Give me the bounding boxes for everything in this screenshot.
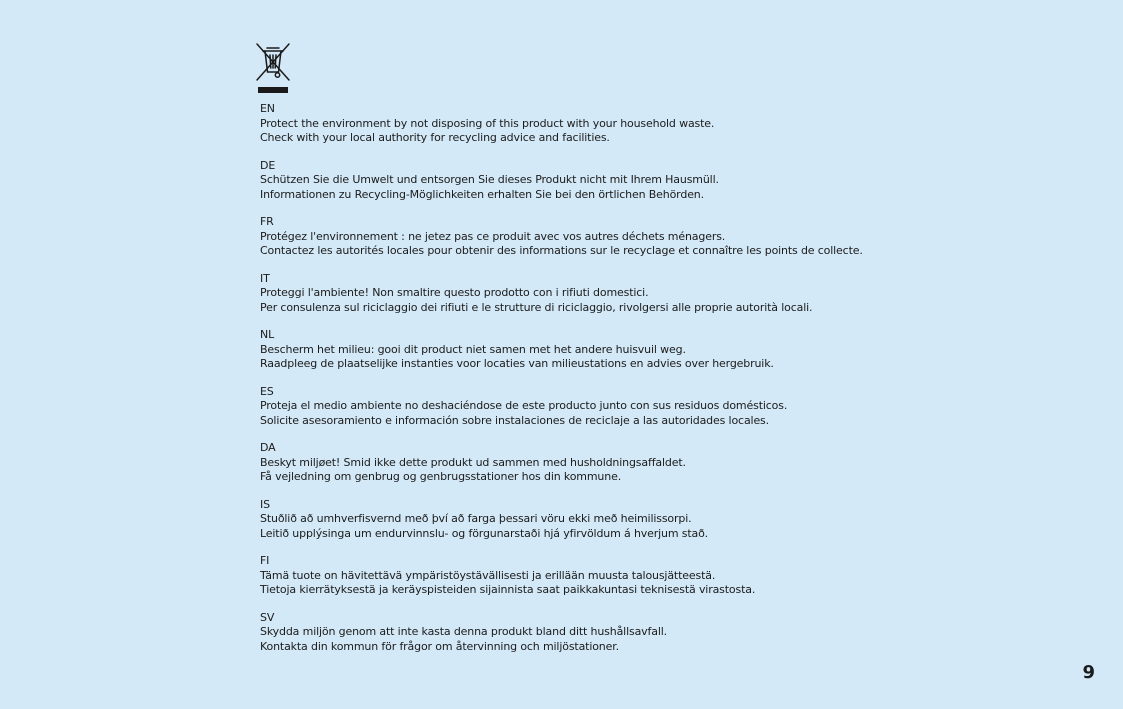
language-section [260,328,1060,372]
instruction-line: Leitið upplýsinga um endurvinnslu- og förgunarstaði hjá yfirvöldum á hverjum stað. [260,526,709,540]
language-section [260,441,1060,485]
instruction-line: Beskyt miljøet! Smid ikke dette produkt ud sammen med husholdningsaffaldet. [260,455,686,469]
language-section [260,102,1060,146]
page-number: 9 [1082,662,1095,683]
crossed-out-wheelie-bin-icon [255,42,291,96]
language-code: FR [260,215,274,228]
instruction-line: Proteggi l'ambiente! Non smaltire questo prodotto con i rifiuti domestici. [260,286,649,299]
language-section [260,498,1060,542]
instruction-line: Protect the environment by not disposing of this product with your household waste. [260,116,715,130]
instruction-line: Per consulenza sul riciclaggio dei rifiuti e le strutture di riciclaggio, rivolgersi alle proprie autorità locali. [260,300,813,314]
language-section [260,159,1060,203]
language-section [260,554,1060,598]
language-code: IT [260,271,270,285]
instruction-line: Contactez les autorités locales pour obtenir des informations sur le recyclage et connaître les points de collecte. [260,244,863,257]
instruction-line: Stuðlið að umhverfisvernd með því að farga þessari vöru ekki með heimilissorpi. [260,512,692,525]
instruction-line: Informationen zu Recycling-Möglichkeiten erhalten Sie bei den örtlichen Behörden. [260,187,704,201]
language-section [260,215,1060,259]
language-code: IS [260,497,270,511]
language-code: NL [260,328,275,341]
instruction-line: Bescherm het milieu: gooi dit product niet samen met het andere huisvuil weg. [260,342,686,356]
instruction-line: Tämä tuote on hävitettävä ympäristöystävällisesti ja erillään muusta talousjätteestä. [260,568,716,582]
disposal-instructions [260,102,1060,667]
instruction-line: Proteja el medio ambiente no deshaciéndose de este producto junto con sus residuos domésticos. [260,399,788,412]
language-code: FI [260,554,270,567]
language-code: DA [260,441,276,454]
instruction-line: Kontakta din kommun för frågor om återvinning och miljöstationer. [260,639,619,653]
language-section [260,385,1060,429]
instruction-line: Raadpleeg de plaatselijke instanties voor locaties van milieustations en advies over hergebruik. [260,357,774,370]
language-code: SV [260,610,275,624]
instruction-line: Skydda miljön genom att inte kasta denna produkt bland ditt hushållsavfall. [260,625,667,638]
language-section [260,611,1060,655]
instruction-line: Schützen Sie die Umwelt und entsorgen Sie dieses Produkt nicht mit Ihrem Hausmüll. [260,173,719,186]
instruction-line: Solicite asesoramiento e información sobre instalaciones de reciclaje a las autoridades locales. [260,413,769,427]
language-code: ES [260,384,274,398]
language-code: DE [260,158,276,172]
instruction-line: Tietoja kierrätyksestä ja keräyspisteiden sijainnista saat paikkakuntasi teknisestä virastosta. [260,583,756,596]
instruction-line: Check with your local authority for recycling advice and facilities. [260,131,610,144]
instruction-line: Få vejledning om genbrug og genbrugsstationer hos din kommune. [260,470,622,483]
instruction-line: Protégez l'environnement : ne jetez pas ce produit avec vos autres déchets ménagers. [260,229,726,243]
language-code: EN [260,102,275,115]
language-section [260,272,1060,316]
